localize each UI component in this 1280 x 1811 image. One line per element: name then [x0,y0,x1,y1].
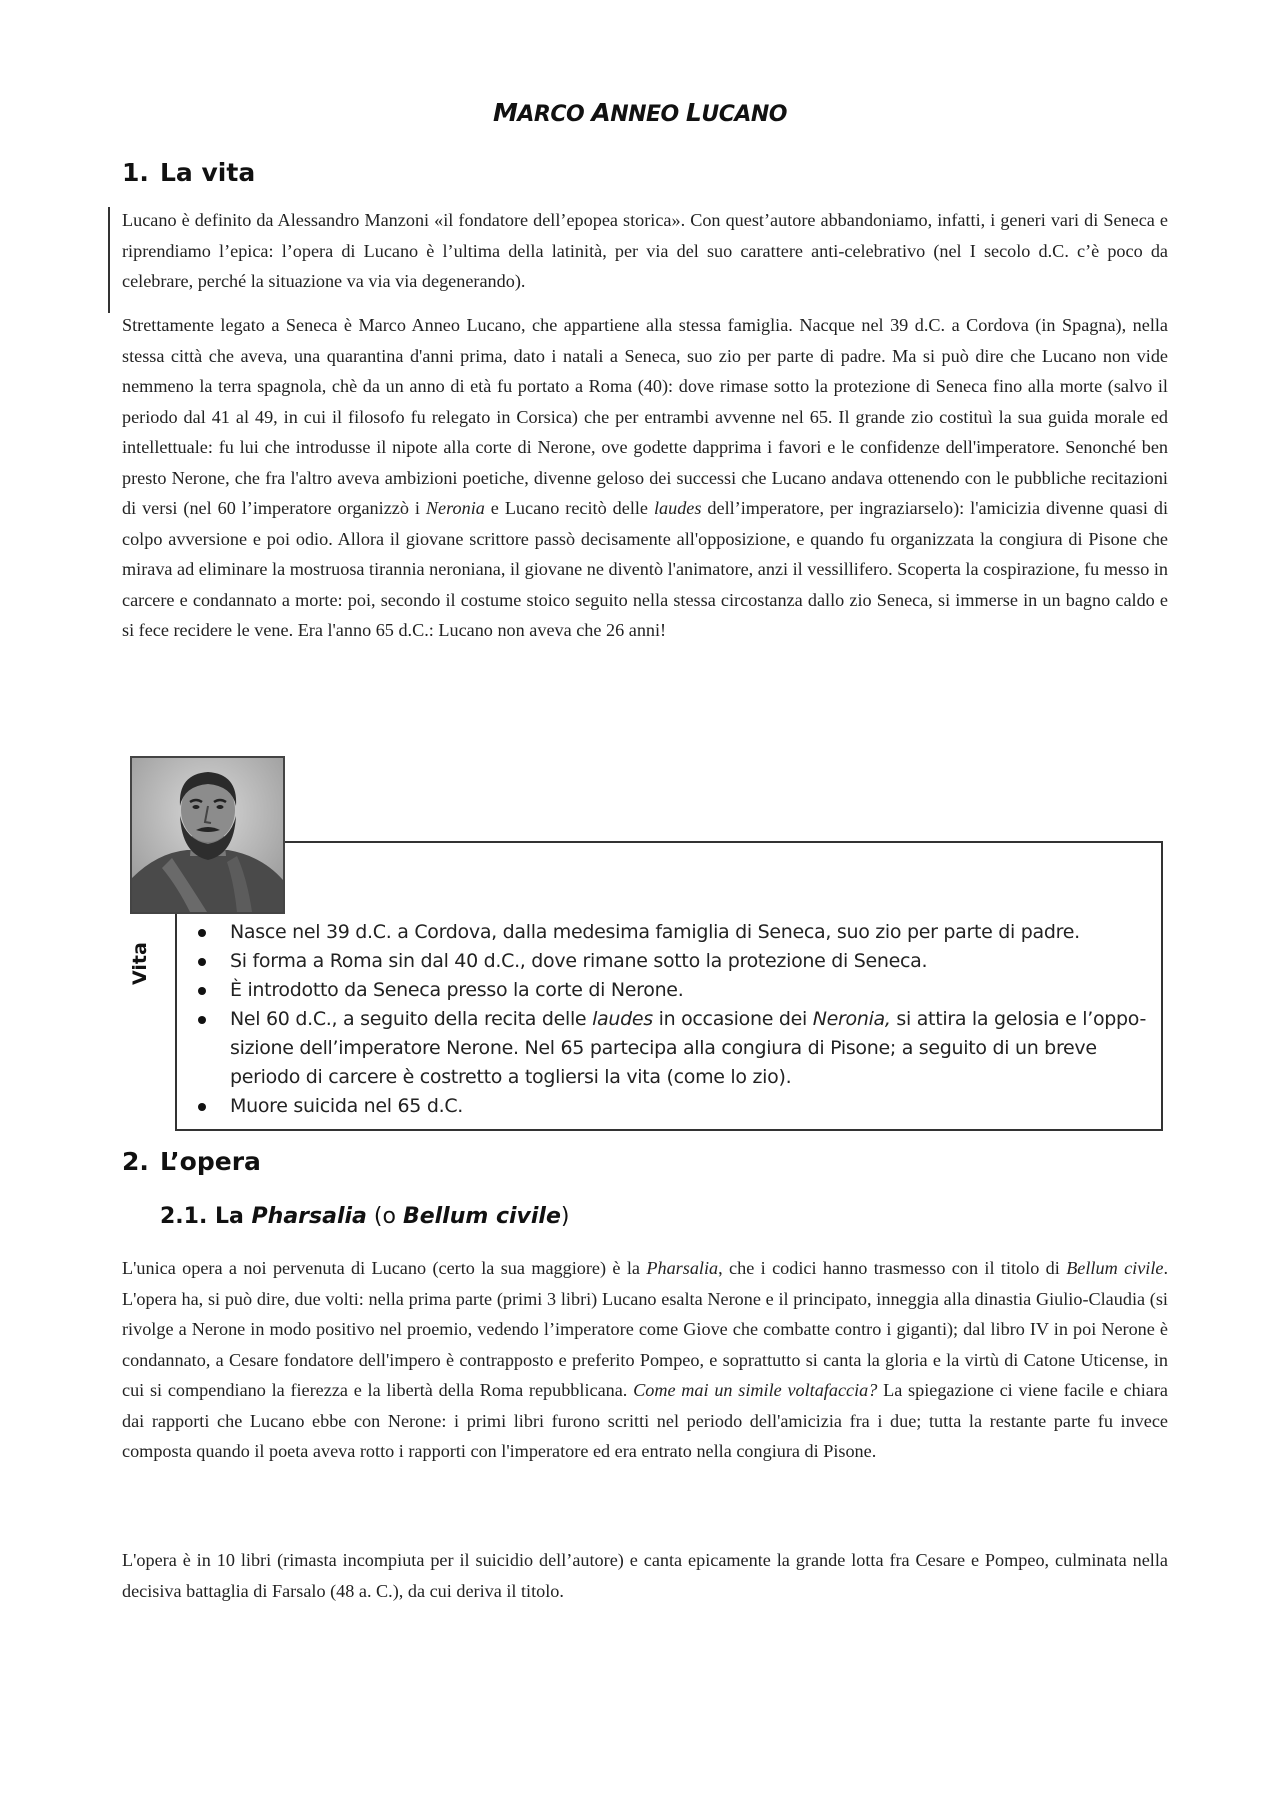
list-item-line: Nel 60 d.C., a seguito della recita delle laudes in occasione dei Neronia, si attira la gelosia e l’oppo- [230,1008,1147,1030]
list-item: Muore suicida nel 65 d.C. [196,1092,1151,1121]
subsection-heading-pharsalia: 2.1. La Pharsalia (o Bellum civile) [160,1204,570,1229]
opera-paragraph-1: L'unica opera a noi pervenuta di Lucano (certo la sua maggiore) è la Pharsalia, che i codici hanno trasmesso con il titolo di Bellum civile. L'opera ha, si può dire, due volti: nella prima parte (primi 3 libri) Lucano esalta Nerone e il principato, inneggia alla dinastia Giulio-Claudia (si rivolge a Nerone in modo positivo nel proemio, vedendo l’imperatore come Giove che combatte contro i giganti); dal libro IV in poi Nerone è condannato, a Cesare fondatore dell'impero è contrapposto e preferito Pompeo, e soprattutto si canta la gloria e la virtù di Catone Uticense, in cui si compendiano la fierezza e la libertà della Roma repubblicana. Come mai un simile voltafaccia? La spiegazione ci viene facile e chiara dai rapporti che Lucano ebbe con Nerone: i primi libri furono scritti nel periodo dell'amicizia fra i due; tutta la restante parte fu invece composta quando il poeta aveva rotto i rapporti con l'imperatore ed era entrato nella congiura di Pisone. [122,1258,1168,1461]
document-title: MARCO ANNEO LUCANO [492,98,788,127]
vita-paragraph-2: Strettamente legato a Seneca è Marco Anneo Lucano, che appartiene alla stessa famiglia. Nacque nel 39 d.C. a Cordova (in Spagna), nella stessa città che aveva, una quarantina d'anni prima, dato i natali a Seneca, suo zio per parte di padre. Ma si può dire che Lucano non vide nemmeno la terra spagnola, chè da un anno di età fu portato a Roma (40): dove rimase sotto la protezione di Seneca fino alla morte (salvo il periodo dal 41 al 49, in cui il filosofo fu relegato in Corsica) che per entrambi avvenne nel 65. Il grande zio costituì la sua guida morale ed intellettuale: fu lui che introdusse il nipote alla corte di Nerone, ove godette dapprima i favori e le confidenze dell'imperatore. Senonché ben presto Nerone, che fra l'altro aveva ambizioni poetiche, divenne geloso dei successi che Lucano andava ottenendo con le pubbliche recitazioni di versi (nel 60 l’imperatore organizzò i Neronia e Lucano recitò delle laudes dell’imperatore, per ingraziarselo): l'amicizia divenne quasi di colpo avversione e poi odio. Allora il giovane scrittore passò decisamente all'opposizione, e quando fu organizzata la congiura di Pisone che mirava ad eliminare la mostruosa tirannia neroniana, il giovane ne diventò l'animatore, anzi il vessillifero. Scoperta la cospirazione, fu messo in carcere e condannato a morte: poi, secondo il costume stoico seguito nella stessa circostanza dallo zio Seneca, si immerse in un bagno caldo e si fece recidere le vene. Era l'anno 65 d.C.: Lucano non aveva che 26 anni! [122,315,1169,640]
lucan-portrait-image [130,756,285,914]
section-heading-vita: 1. La vita [122,158,256,187]
vita-bullet-list [196,918,1151,1121]
portrait-engraving-icon [132,758,283,912]
list-item: Si forma a Roma sin dal 40 d.C., dove rimane sotto la protezione di Seneca. [196,947,1151,976]
list-item: Nasce nel 39 d.C. a Cordova, dalla medesima famiglia di Seneca, suo zio per parte di padre. [196,918,1151,947]
list-item-line: periodo di carcere è costretto a togliersi la vita (come lo zio). [230,1066,792,1088]
vita-box-label: Vita [129,942,151,985]
margin-change-bar [108,207,110,313]
vita-paragraph-1: Lucano è definito da Alessandro Manzoni «il fondatore dell’epopea storica». Con quest’autore abbandoniamo, infatti, i generi vari di Seneca e riprendiamo l’epica: l’opera di Lucano è l’ultima della latinità, per via del suo carattere anti-celebrativo (nel I secolo d.C. c’è poco da celebrare, perché la situazione va via via degenerando). [122,210,1168,291]
list-item [196,1005,1151,1092]
section-heading-opera: 2. L’opera [122,1147,261,1176]
opera-paragraph-2: L'opera è in 10 libri (rimasta incompiuta per il suicidio dell’autore) e canta epicamente la grande lotta fra Cesare e Pompeo, culminata nella decisiva battaglia di Farsalo (48 a. C.), da cui deriva il titolo. [122,1550,1168,1601]
list-item-line: sizione dell’imperatore Nerone. Nel 65 partecipa alla congiura di Pisone; a seguito di un breve [230,1037,1097,1059]
list-item: È introdotto da Seneca presso la corte di Nerone. [196,976,1151,1005]
